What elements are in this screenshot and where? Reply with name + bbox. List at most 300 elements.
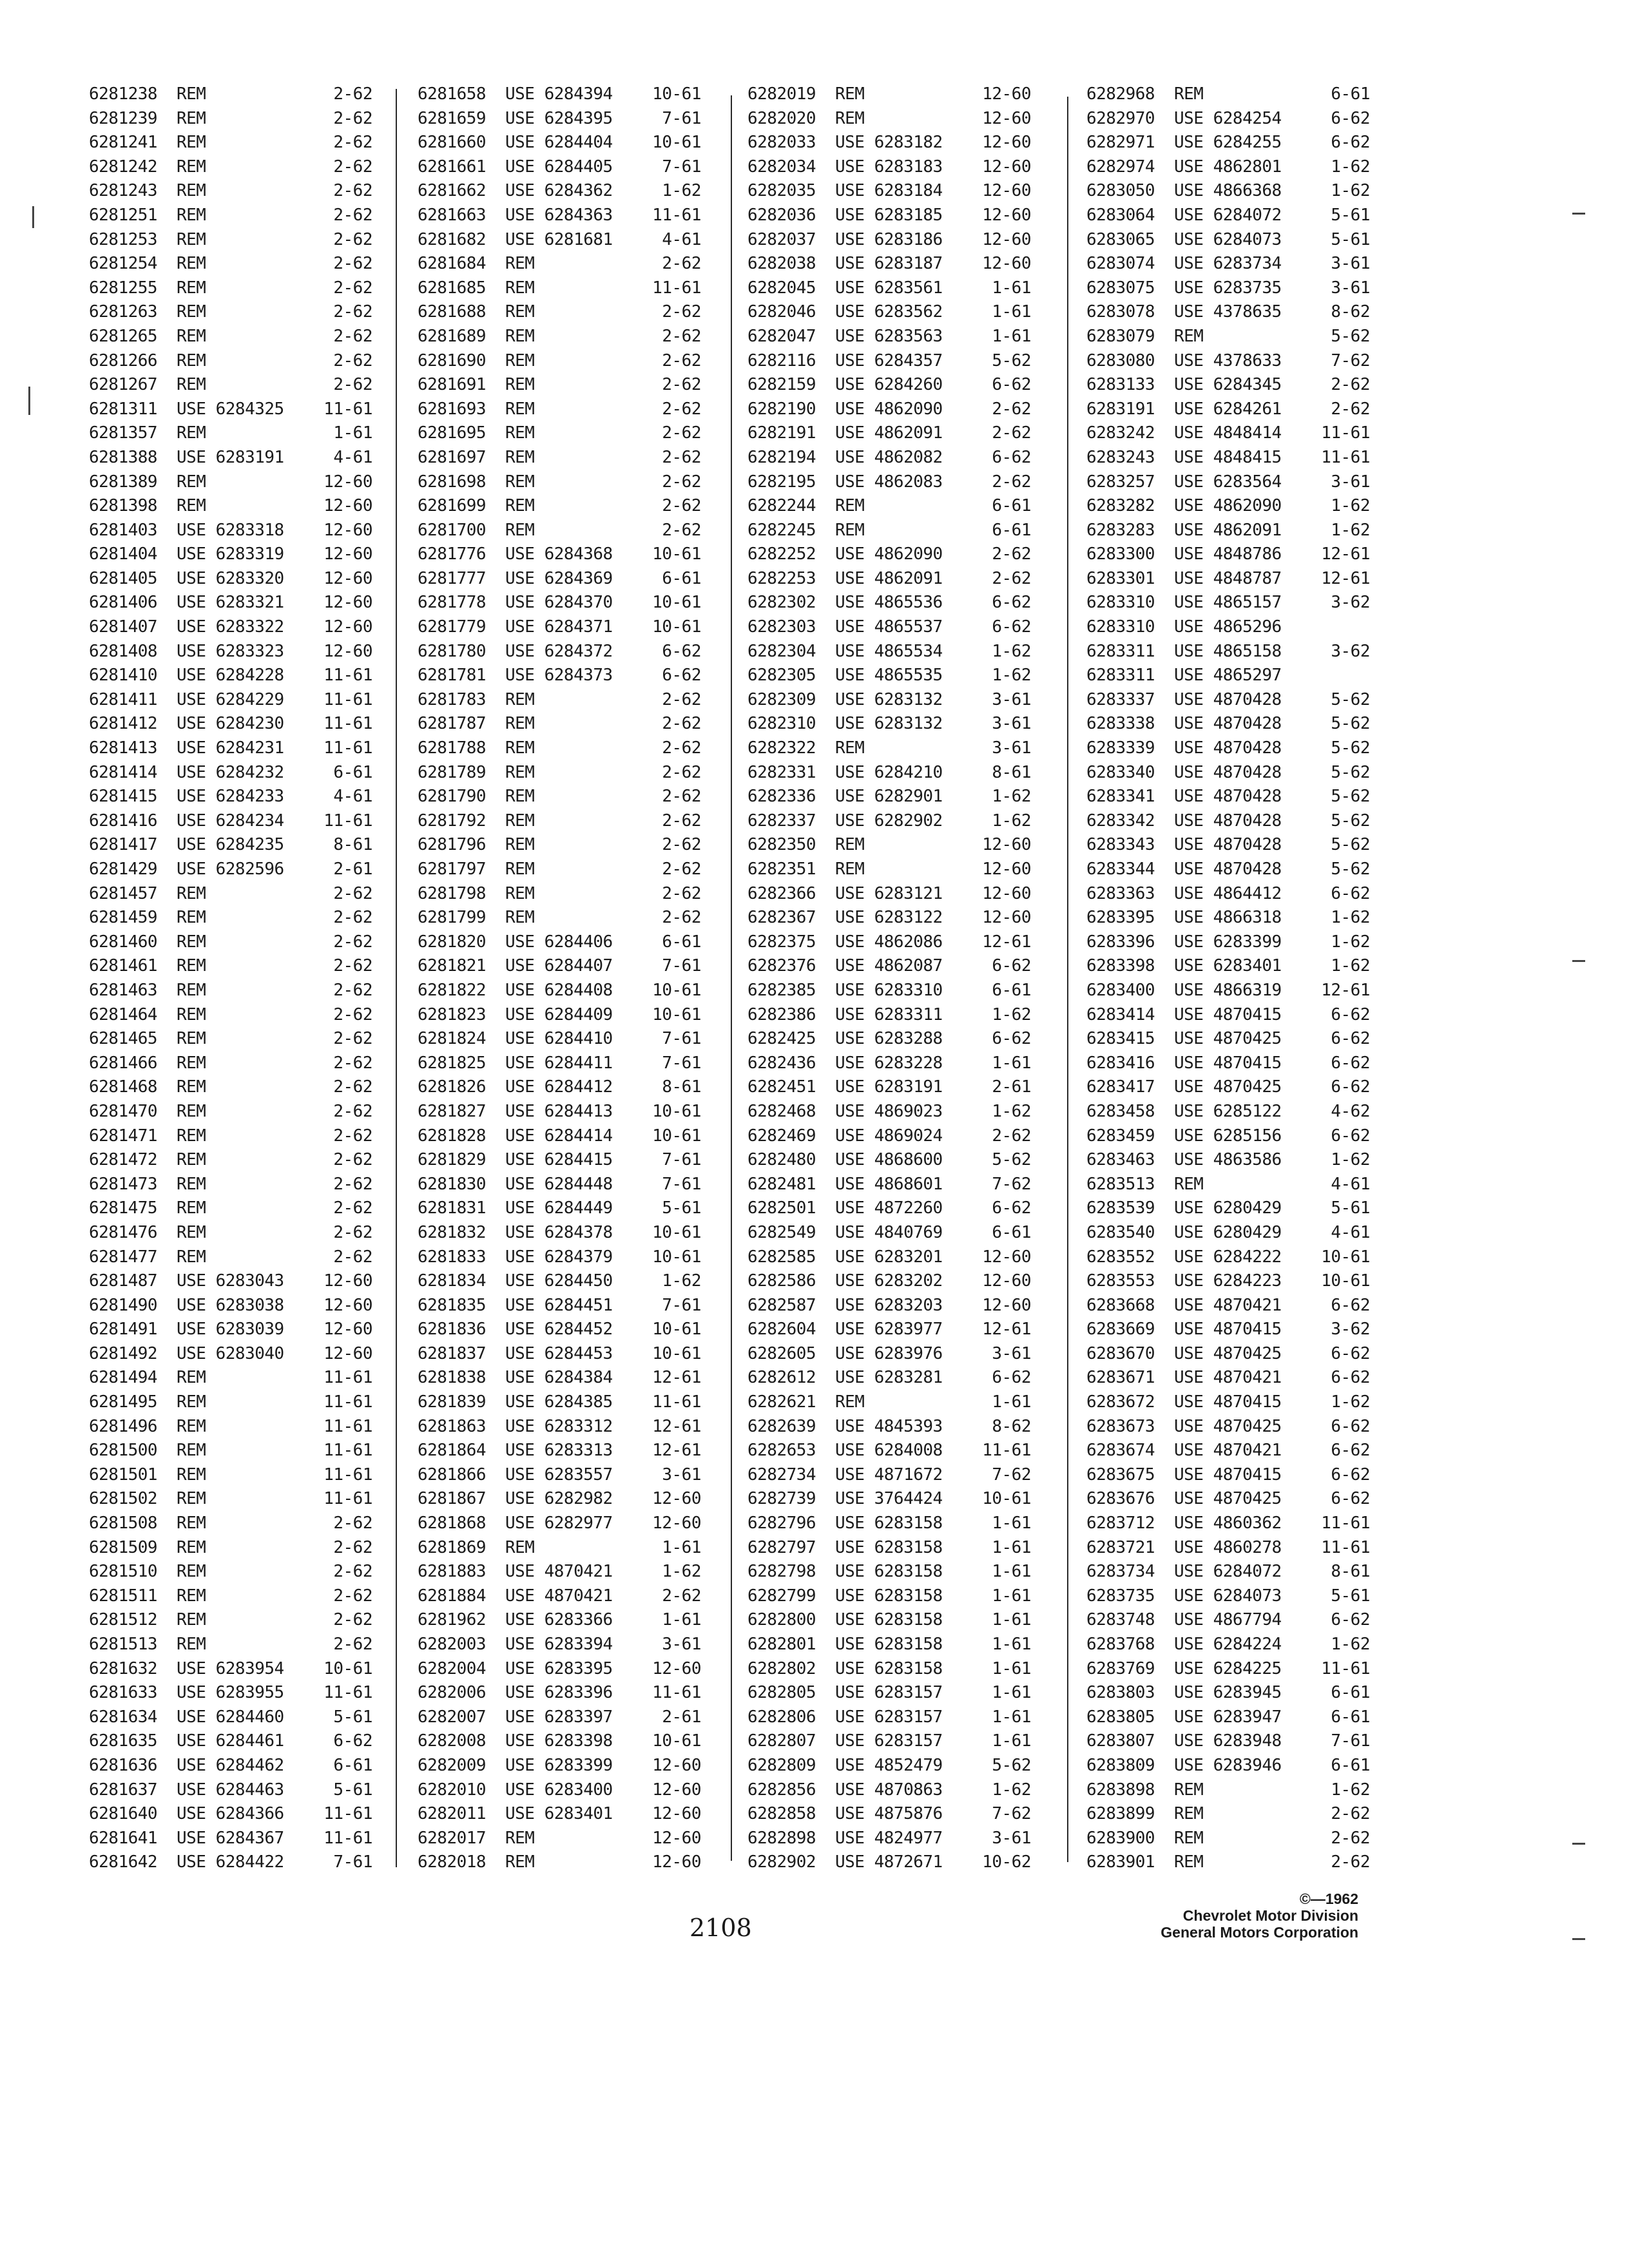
part-row xyxy=(418,82,701,107)
effective-date: 11-61 xyxy=(323,1489,372,1509)
part-number: 6281408 xyxy=(89,641,158,661)
part-disposition: USE 6283320 xyxy=(177,568,284,588)
part-disposition: USE 4872260 xyxy=(835,1198,943,1218)
effective-date: 12-60 xyxy=(323,568,372,588)
part-disposition: REM xyxy=(177,108,206,128)
part-number: 6281410 xyxy=(89,666,158,686)
part-disposition: USE 6284229 xyxy=(177,689,284,709)
part-row xyxy=(89,1657,372,1682)
effective-date: 12-60 xyxy=(982,254,1031,274)
part-disposition: REM xyxy=(177,980,206,1000)
part-number: 6282468 xyxy=(747,1101,816,1121)
part-number: 6283540 xyxy=(1086,1222,1155,1242)
part-row xyxy=(418,736,701,761)
part-row xyxy=(89,300,372,325)
effective-date: 1-61 xyxy=(992,326,1031,346)
part-disposition: REM xyxy=(177,1368,206,1388)
part-row xyxy=(1086,688,1370,713)
part-disposition: USE 6284410 xyxy=(505,1029,613,1049)
part-number: 6281472 xyxy=(89,1150,158,1170)
part-number: 6282858 xyxy=(747,1804,816,1824)
part-disposition: REM xyxy=(505,496,535,516)
part-number: 6283282 xyxy=(1086,496,1155,516)
part-number: 6281417 xyxy=(89,835,158,855)
part-disposition: REM xyxy=(177,181,206,201)
part-disposition: USE 6283202 xyxy=(835,1271,943,1291)
effective-date: 8-61 xyxy=(333,835,372,855)
effective-date: 1-61 xyxy=(992,1514,1031,1533)
effective-date: 2-62 xyxy=(662,423,701,443)
part-disposition: REM xyxy=(835,496,865,516)
part-disposition: USE 6284072 xyxy=(1174,1562,1282,1582)
part-number: 6283065 xyxy=(1086,229,1155,249)
part-disposition: REM xyxy=(177,496,206,516)
part-disposition: USE 4824977 xyxy=(835,1828,943,1848)
effective-date: 12-60 xyxy=(982,860,1031,879)
part-disposition: USE 6284406 xyxy=(505,932,613,952)
part-disposition: USE 6284073 xyxy=(1174,229,1282,249)
part-row xyxy=(747,1390,1031,1415)
part-row xyxy=(418,882,701,907)
effective-date: 11-61 xyxy=(323,1804,372,1824)
part-disposition: USE 6283158 xyxy=(835,1658,943,1678)
part-number: 6283079 xyxy=(1086,326,1155,346)
part-number: 6283513 xyxy=(1086,1174,1155,1194)
part-row xyxy=(1086,954,1370,979)
part-disposition: USE 6284222 xyxy=(1174,1247,1282,1267)
part-disposition: USE 6284404 xyxy=(505,133,613,153)
part-disposition: USE 6283401 xyxy=(1174,956,1282,976)
part-disposition: USE 6283158 xyxy=(835,1514,943,1533)
part-disposition: USE 4862087 xyxy=(835,956,943,976)
part-row xyxy=(89,761,372,785)
part-disposition: USE 4870415 xyxy=(1174,1465,1282,1485)
part-disposition: REM xyxy=(835,738,865,758)
effective-date: 7-61 xyxy=(662,1295,701,1315)
part-disposition: USE 6283397 xyxy=(505,1707,613,1727)
effective-date: 12-60 xyxy=(982,229,1031,249)
part-disposition: REM xyxy=(177,1053,206,1073)
part-row xyxy=(418,712,701,736)
part-row xyxy=(89,204,372,228)
effective-date: 10-61 xyxy=(652,1343,701,1363)
part-disposition: USE 4870428 xyxy=(1174,762,1282,782)
part-row xyxy=(1086,882,1370,907)
part-row xyxy=(1086,640,1370,664)
effective-date: 2-62 xyxy=(333,278,372,298)
effective-date: 2-62 xyxy=(333,932,372,952)
part-row xyxy=(747,858,1031,882)
part-number: 6283074 xyxy=(1086,254,1155,274)
part-row xyxy=(418,421,701,446)
part-row xyxy=(418,1512,701,1536)
part-number: 6283398 xyxy=(1086,956,1155,976)
part-number: 6283768 xyxy=(1086,1635,1155,1654)
effective-date: 6-61 xyxy=(992,1222,1031,1242)
part-row xyxy=(1086,421,1370,446)
part-row xyxy=(1086,373,1370,398)
part-number: 6281634 xyxy=(89,1707,158,1727)
part-disposition: USE 4870421 xyxy=(505,1562,613,1582)
effective-date: 6-61 xyxy=(333,1755,372,1775)
part-row xyxy=(1086,1148,1370,1173)
effective-date: 11-61 xyxy=(323,1392,372,1412)
effective-date: 7-61 xyxy=(662,108,701,128)
part-row xyxy=(747,1148,1031,1173)
part-row xyxy=(418,155,701,180)
effective-date: 2-62 xyxy=(333,1077,372,1097)
part-number: 6281781 xyxy=(418,666,487,686)
part-number: 6281238 xyxy=(89,84,158,104)
effective-date: 2-62 xyxy=(333,1610,372,1630)
effective-date: 7-61 xyxy=(662,956,701,976)
part-row xyxy=(418,228,701,253)
part-row xyxy=(418,204,701,228)
part-number: 6282798 xyxy=(747,1562,816,1582)
part-disposition: USE 6284369 xyxy=(505,568,613,588)
part-number: 6282974 xyxy=(1086,157,1155,177)
part-number: 6282653 xyxy=(747,1441,816,1461)
part-row xyxy=(89,712,372,736)
part-number: 6281398 xyxy=(89,496,158,516)
part-disposition: USE 6283158 xyxy=(835,1537,943,1557)
part-number: 6282605 xyxy=(747,1343,816,1363)
part-disposition: REM xyxy=(505,860,535,879)
effective-date: 12-60 xyxy=(982,835,1031,855)
part-row xyxy=(747,761,1031,785)
part-disposition: USE 6283561 xyxy=(835,278,943,298)
effective-date: 12-60 xyxy=(652,1489,701,1509)
effective-date: 1-62 xyxy=(662,1271,701,1291)
part-disposition: USE 4862083 xyxy=(835,472,943,492)
part-row xyxy=(89,809,372,834)
part-row xyxy=(89,131,372,155)
effective-date: 2-61 xyxy=(333,860,372,879)
part-number: 6283340 xyxy=(1086,762,1155,782)
effective-date: 12-60 xyxy=(323,520,372,540)
part-row xyxy=(747,1850,1031,1875)
part-disposition: USE 4870428 xyxy=(1174,787,1282,807)
part-row xyxy=(418,349,701,374)
effective-date: 2-62 xyxy=(333,375,372,395)
part-number: 6281635 xyxy=(89,1731,158,1751)
effective-date: 2-62 xyxy=(992,399,1031,419)
part-disposition: USE 6283187 xyxy=(835,254,943,274)
part-row xyxy=(747,1245,1031,1270)
part-disposition: USE 4848787 xyxy=(1174,568,1282,588)
effective-date: 2-62 xyxy=(333,351,372,370)
part-disposition: USE 4866368 xyxy=(1174,181,1282,201)
effective-date: 1-62 xyxy=(1331,157,1370,177)
part-disposition: USE 4862091 xyxy=(1174,520,1282,540)
effective-date: 1-62 xyxy=(992,641,1031,661)
effective-date: 2-62 xyxy=(662,689,701,709)
effective-date: 11-61 xyxy=(323,738,372,758)
part-number: 6281636 xyxy=(89,1755,158,1775)
effective-date: 11-61 xyxy=(323,399,372,419)
part-number: 6282480 xyxy=(747,1150,816,1170)
effective-date: 3-61 xyxy=(992,689,1031,709)
part-row xyxy=(89,1221,372,1245)
part-disposition: REM xyxy=(505,302,535,322)
part-number: 6283809 xyxy=(1086,1755,1155,1775)
part-number: 6281836 xyxy=(418,1320,487,1340)
part-number: 6282010 xyxy=(418,1780,487,1800)
part-number: 6281475 xyxy=(89,1198,158,1218)
effective-date: 2-62 xyxy=(1331,1804,1370,1824)
effective-date: 10-61 xyxy=(652,544,701,564)
part-number: 6282037 xyxy=(747,229,816,249)
part-row xyxy=(418,1439,701,1463)
parts-column-2 xyxy=(418,82,701,1875)
part-number: 6282303 xyxy=(747,617,816,637)
part-row xyxy=(89,1196,372,1221)
part-row xyxy=(747,1463,1031,1488)
part-row xyxy=(89,1052,372,1076)
effective-date: 6-62 xyxy=(662,666,701,686)
part-number: 6281463 xyxy=(89,980,158,1000)
effective-date: 2-62 xyxy=(333,157,372,177)
part-number: 6281831 xyxy=(418,1198,487,1218)
effective-date: 2-62 xyxy=(992,472,1031,492)
part-number: 6281491 xyxy=(89,1320,158,1340)
effective-date: 2-62 xyxy=(992,1126,1031,1146)
part-row xyxy=(747,519,1031,543)
part-number: 6282195 xyxy=(747,472,816,492)
part-row xyxy=(747,664,1031,688)
part-number: 6281633 xyxy=(89,1683,158,1703)
part-disposition: USE 6284231 xyxy=(177,738,284,758)
part-disposition: USE 6284357 xyxy=(835,351,943,370)
part-number: 6281792 xyxy=(418,811,487,831)
part-disposition: USE 6282977 xyxy=(505,1514,613,1533)
part-number: 6283675 xyxy=(1086,1465,1155,1485)
part-disposition: USE 4870421 xyxy=(1174,1368,1282,1388)
part-number: 6281494 xyxy=(89,1368,158,1388)
part-number: 6283553 xyxy=(1086,1271,1155,1291)
part-number: 6281869 xyxy=(418,1537,487,1557)
effective-date: 10-61 xyxy=(652,1247,701,1267)
part-row xyxy=(747,1657,1031,1682)
effective-date: 2-62 xyxy=(333,1150,372,1170)
effective-date: 5-62 xyxy=(1331,689,1370,709)
effective-date: 6-62 xyxy=(1331,1416,1370,1436)
part-disposition: USE 6283132 xyxy=(835,714,943,734)
part-row xyxy=(747,1536,1031,1561)
part-disposition: USE 4845393 xyxy=(835,1416,943,1436)
part-row xyxy=(1086,1536,1370,1561)
part-row xyxy=(418,1729,701,1754)
part-row xyxy=(1086,712,1370,736)
part-row xyxy=(747,1633,1031,1657)
part-row xyxy=(747,640,1031,664)
effective-date: 6-62 xyxy=(992,1368,1031,1388)
effective-date: 6-62 xyxy=(1331,1004,1370,1024)
part-disposition: USE 4378633 xyxy=(1174,351,1282,370)
part-row xyxy=(1086,1608,1370,1633)
part-row xyxy=(89,882,372,907)
effective-date: 10-61 xyxy=(652,1004,701,1024)
part-disposition: USE 6283311 xyxy=(835,1004,943,1024)
effective-date: 7-61 xyxy=(662,1174,701,1194)
effective-date: 11-61 xyxy=(323,1368,372,1388)
part-disposition: USE 6284210 xyxy=(835,762,943,782)
part-row xyxy=(747,591,1031,615)
effective-date: 12-60 xyxy=(652,1852,701,1872)
part-disposition: USE 6284408 xyxy=(505,980,613,1000)
part-disposition: REM xyxy=(177,1150,206,1170)
effective-date: 2-62 xyxy=(333,1562,372,1582)
part-row xyxy=(747,325,1031,349)
part-disposition: USE 6283954 xyxy=(177,1658,284,1678)
effective-date: 2-62 xyxy=(1331,1828,1370,1848)
effective-date: 2-62 xyxy=(333,1174,372,1194)
part-number: 6281510 xyxy=(89,1562,158,1582)
part-disposition: REM xyxy=(505,254,535,274)
part-number: 6283803 xyxy=(1086,1683,1155,1703)
part-number: 6281799 xyxy=(418,908,487,928)
part-disposition: USE 6284463 xyxy=(177,1780,284,1800)
part-row xyxy=(418,1754,701,1778)
part-number: 6281693 xyxy=(418,399,487,419)
effective-date: 11-61 xyxy=(982,1441,1031,1461)
part-disposition: REM xyxy=(177,278,206,298)
part-disposition: REM xyxy=(177,956,206,976)
part-disposition: USE 6283395 xyxy=(505,1658,613,1678)
part-disposition: REM xyxy=(505,375,535,395)
effective-date: 1-62 xyxy=(1331,181,1370,201)
part-number: 6281833 xyxy=(418,1247,487,1267)
effective-date: 3-61 xyxy=(1331,472,1370,492)
effective-date: 7-61 xyxy=(662,1029,701,1049)
part-row xyxy=(418,1415,701,1439)
part-row xyxy=(418,1366,701,1390)
effective-date: 2-62 xyxy=(333,883,372,903)
part-row xyxy=(89,1269,372,1294)
effective-date: 7-62 xyxy=(992,1174,1031,1194)
part-disposition: REM xyxy=(505,762,535,782)
part-disposition: USE 4378635 xyxy=(1174,302,1282,322)
effective-date: 2-62 xyxy=(662,738,701,758)
part-row xyxy=(747,833,1031,858)
part-disposition: USE 6282596 xyxy=(177,860,284,879)
part-number: 6281821 xyxy=(418,956,487,976)
part-row xyxy=(747,1196,1031,1221)
part-row xyxy=(747,1608,1031,1633)
part-number: 6281835 xyxy=(418,1295,487,1315)
part-row xyxy=(747,1221,1031,1245)
effective-date: 12-60 xyxy=(982,181,1031,201)
part-disposition: REM xyxy=(505,1852,535,1872)
part-row xyxy=(418,1633,701,1657)
part-number: 6281866 xyxy=(418,1465,487,1485)
parts-column-3 xyxy=(747,82,1031,1875)
column-divider xyxy=(1067,97,1068,1862)
part-row xyxy=(1086,1075,1370,1100)
part-number: 6281798 xyxy=(418,883,487,903)
effective-date: 1-62 xyxy=(992,1004,1031,1024)
part-row xyxy=(1086,204,1370,228)
part-disposition: USE 6284345 xyxy=(1174,375,1282,395)
effective-date: 6-61 xyxy=(992,980,1031,1000)
effective-date: 1-62 xyxy=(1331,908,1370,928)
part-row xyxy=(89,1850,372,1875)
part-number: 6281251 xyxy=(89,205,158,225)
part-disposition: USE 6284415 xyxy=(505,1150,613,1170)
effective-date: 6-62 xyxy=(662,641,701,661)
part-number: 6282035 xyxy=(747,181,816,201)
part-disposition: REM xyxy=(505,1828,535,1848)
effective-date: 7-61 xyxy=(662,157,701,177)
part-disposition: USE 6283318 xyxy=(177,520,284,540)
part-row xyxy=(89,930,372,955)
part-row xyxy=(747,954,1031,979)
part-disposition: USE 6284409 xyxy=(505,1004,613,1024)
part-row xyxy=(1086,1003,1370,1028)
effective-date: 5-62 xyxy=(1331,326,1370,346)
part-row xyxy=(418,276,701,301)
part-row xyxy=(418,131,701,155)
part-disposition: REM xyxy=(505,278,535,298)
part-disposition: USE 4870421 xyxy=(1174,1441,1282,1461)
part-disposition: USE 4865535 xyxy=(835,666,943,686)
effective-date: 10-61 xyxy=(982,1489,1031,1509)
part-disposition: USE 6283040 xyxy=(177,1343,284,1363)
part-row xyxy=(747,1827,1031,1851)
part-row xyxy=(418,1342,701,1367)
part-number: 6283344 xyxy=(1086,860,1155,879)
part-row xyxy=(89,567,372,591)
part-row xyxy=(1086,1390,1370,1415)
part-number: 6282898 xyxy=(747,1828,816,1848)
part-disposition: USE 6284260 xyxy=(835,375,943,395)
effective-date: 3-61 xyxy=(662,1465,701,1485)
part-number: 6283395 xyxy=(1086,908,1155,928)
part-disposition: REM xyxy=(1174,1780,1204,1800)
part-number: 6281839 xyxy=(418,1392,487,1412)
effective-date: 3-62 xyxy=(1331,593,1370,613)
part-disposition: REM xyxy=(505,714,535,734)
effective-date: 4-61 xyxy=(662,229,701,249)
part-row xyxy=(418,398,701,422)
part-row xyxy=(89,736,372,761)
part-number: 6281776 xyxy=(418,544,487,564)
part-number: 6282797 xyxy=(747,1537,816,1557)
part-disposition: USE 4870428 xyxy=(1174,689,1282,709)
effective-date: 6-62 xyxy=(992,617,1031,637)
part-disposition: USE 6284008 xyxy=(835,1441,943,1461)
part-row xyxy=(89,906,372,930)
part-disposition: REM xyxy=(177,1416,206,1436)
part-number: 6281867 xyxy=(418,1489,487,1509)
part-disposition: USE 6283319 xyxy=(177,544,284,564)
part-number: 6283769 xyxy=(1086,1658,1155,1678)
part-row xyxy=(89,1390,372,1415)
effective-date: 11-61 xyxy=(1321,1658,1370,1678)
part-row xyxy=(418,809,701,834)
effective-date: 6-61 xyxy=(1331,1755,1370,1775)
effective-date: 2-62 xyxy=(1331,1852,1370,1872)
part-number: 6281682 xyxy=(418,229,487,249)
part-row xyxy=(1086,567,1370,591)
part-row xyxy=(418,761,701,785)
effective-date: 2-62 xyxy=(662,714,701,734)
effective-date: 12-60 xyxy=(982,84,1031,104)
part-disposition: USE 6283183 xyxy=(835,157,943,177)
part-disposition: REM xyxy=(177,133,206,153)
part-disposition: USE 4870415 xyxy=(1174,1053,1282,1073)
part-disposition: USE 6283203 xyxy=(835,1295,943,1315)
